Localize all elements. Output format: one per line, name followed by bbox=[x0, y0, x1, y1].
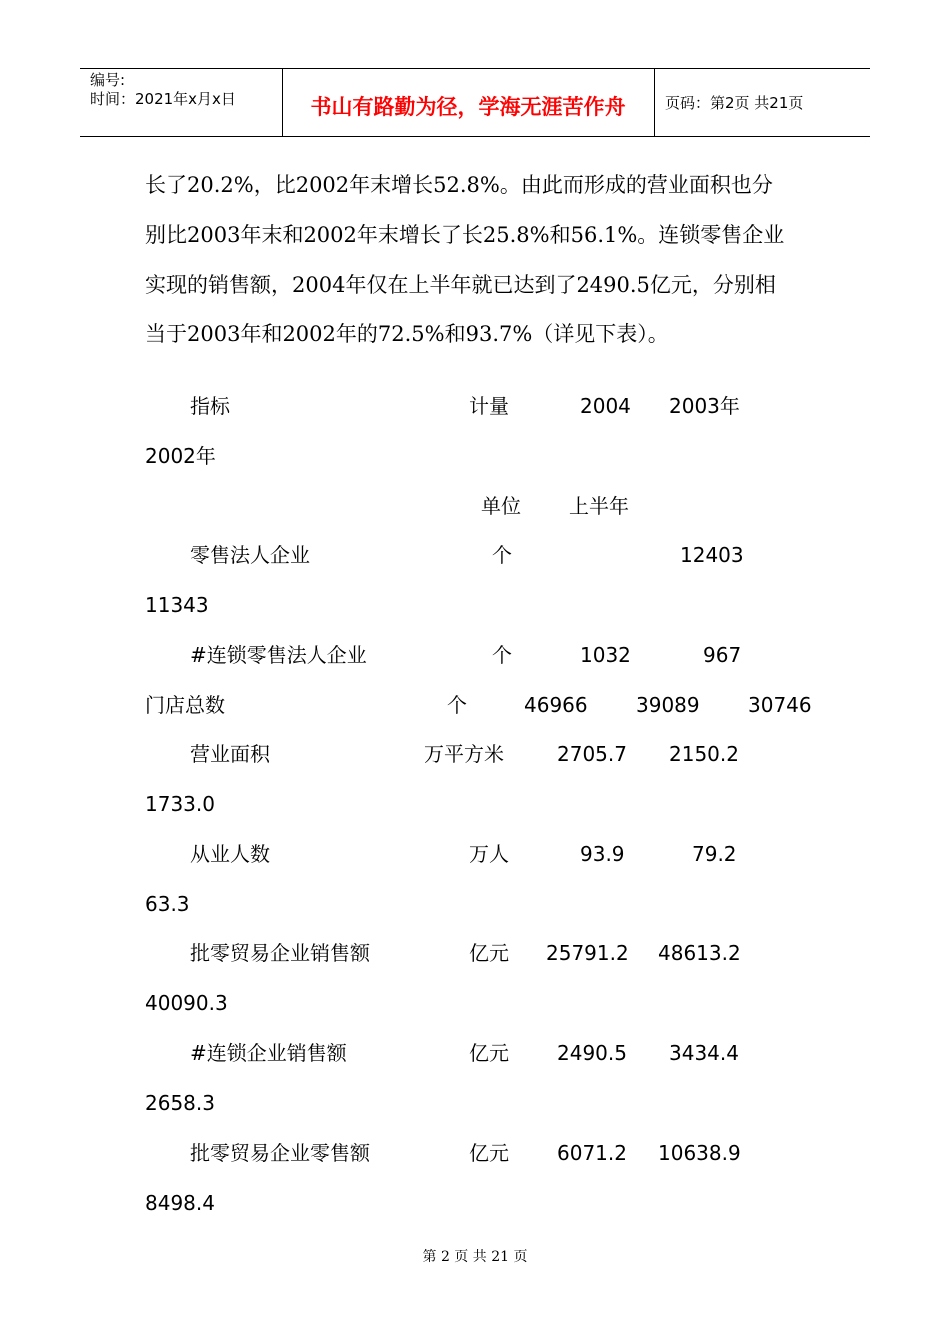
header-unit-line2: 单位 bbox=[481, 494, 521, 518]
row-unit: 亿元 bbox=[469, 1141, 509, 1165]
paragraph-line: 长了20.2%，比2002年末增长52.8%。由此而形成的营业面积也分 bbox=[145, 173, 773, 197]
row-2002: 1733.0 bbox=[145, 792, 215, 816]
row-2003: 10638.9 bbox=[658, 1141, 741, 1165]
row-2004: 6071.2 bbox=[557, 1141, 627, 1165]
row-2003: 2150.2 bbox=[669, 742, 739, 766]
paragraph-line: 实现的销售额，2004年仅在上半年就已达到了2490.5亿元，分别相 bbox=[145, 273, 776, 297]
row-2004: 25791.2 bbox=[546, 941, 629, 965]
row-name: #连锁企业销售额 bbox=[190, 1041, 347, 1065]
row-name: 批零贸易企业销售额 bbox=[190, 941, 370, 965]
header-unit-line1: 计量 bbox=[469, 394, 509, 418]
serial-label: 编号: bbox=[90, 71, 126, 89]
row-unit: 个 bbox=[492, 643, 512, 667]
header-2003: 2003年 bbox=[669, 394, 740, 418]
header-2004-line1: 2004 bbox=[580, 394, 631, 418]
row-unit: 个 bbox=[447, 693, 467, 717]
paragraph-line: 当于2003年和2002年的72.5%和93.7%（详见下表）。 bbox=[145, 322, 669, 346]
row-name: 零售法人企业 bbox=[190, 543, 310, 567]
paragraph-line: 别比2003年末和2002年末增长了长25.8%和56.1%。连锁零售企业 bbox=[145, 223, 785, 247]
header-indicator: 指标 bbox=[190, 394, 230, 418]
row-name: 门店总数 bbox=[145, 693, 225, 717]
row-2003: 48613.2 bbox=[658, 941, 741, 965]
row-2003: 79.2 bbox=[692, 842, 737, 866]
row-unit: 亿元 bbox=[469, 1041, 509, 1065]
page-header bbox=[80, 68, 870, 137]
motto-text: 书山有路勤为径，学海无涯苦作舟 bbox=[310, 95, 626, 119]
row-2002: 30746 bbox=[748, 693, 812, 717]
page-footer: 第 2 页 共 21 页 bbox=[422, 1249, 528, 1265]
row-2004: 2490.5 bbox=[557, 1041, 627, 1065]
row-2004: 93.9 bbox=[580, 842, 625, 866]
row-unit: 万平方米 bbox=[424, 742, 504, 766]
row-name: #连锁零售法人企业 bbox=[190, 643, 367, 667]
row-2004: 46966 bbox=[524, 693, 588, 717]
row-name: 批零贸易企业零售额 bbox=[190, 1141, 370, 1165]
row-unit: 万人 bbox=[469, 842, 509, 866]
row-2004: 1032 bbox=[580, 643, 631, 667]
row-2002: 11343 bbox=[145, 593, 209, 617]
row-2002: 2658.3 bbox=[145, 1091, 215, 1115]
row-2004: 2705.7 bbox=[557, 742, 627, 766]
row-unit: 亿元 bbox=[469, 941, 509, 965]
time-label: 时间：2021年x月x日 bbox=[90, 90, 236, 108]
row-2003: 3434.4 bbox=[669, 1041, 739, 1065]
row-2002: 40090.3 bbox=[145, 991, 228, 1015]
row-2002: 63.3 bbox=[145, 892, 190, 916]
header-left-cell bbox=[80, 69, 283, 136]
row-2003: 12403 bbox=[680, 543, 744, 567]
row-name: 从业人数 bbox=[190, 842, 270, 866]
header-2004-line2: 上半年 bbox=[569, 494, 629, 518]
row-name: 营业面积 bbox=[190, 742, 270, 766]
row-2003: 39089 bbox=[636, 693, 700, 717]
header-motto-cell bbox=[282, 69, 655, 136]
header-2002: 2002年 bbox=[145, 444, 216, 468]
header-page-cell bbox=[655, 69, 870, 136]
row-2003: 967 bbox=[703, 643, 742, 667]
row-2002: 8498.4 bbox=[145, 1191, 215, 1215]
page-label: 页码：第2页 共21页 bbox=[665, 94, 804, 112]
row-unit: 个 bbox=[492, 543, 512, 567]
